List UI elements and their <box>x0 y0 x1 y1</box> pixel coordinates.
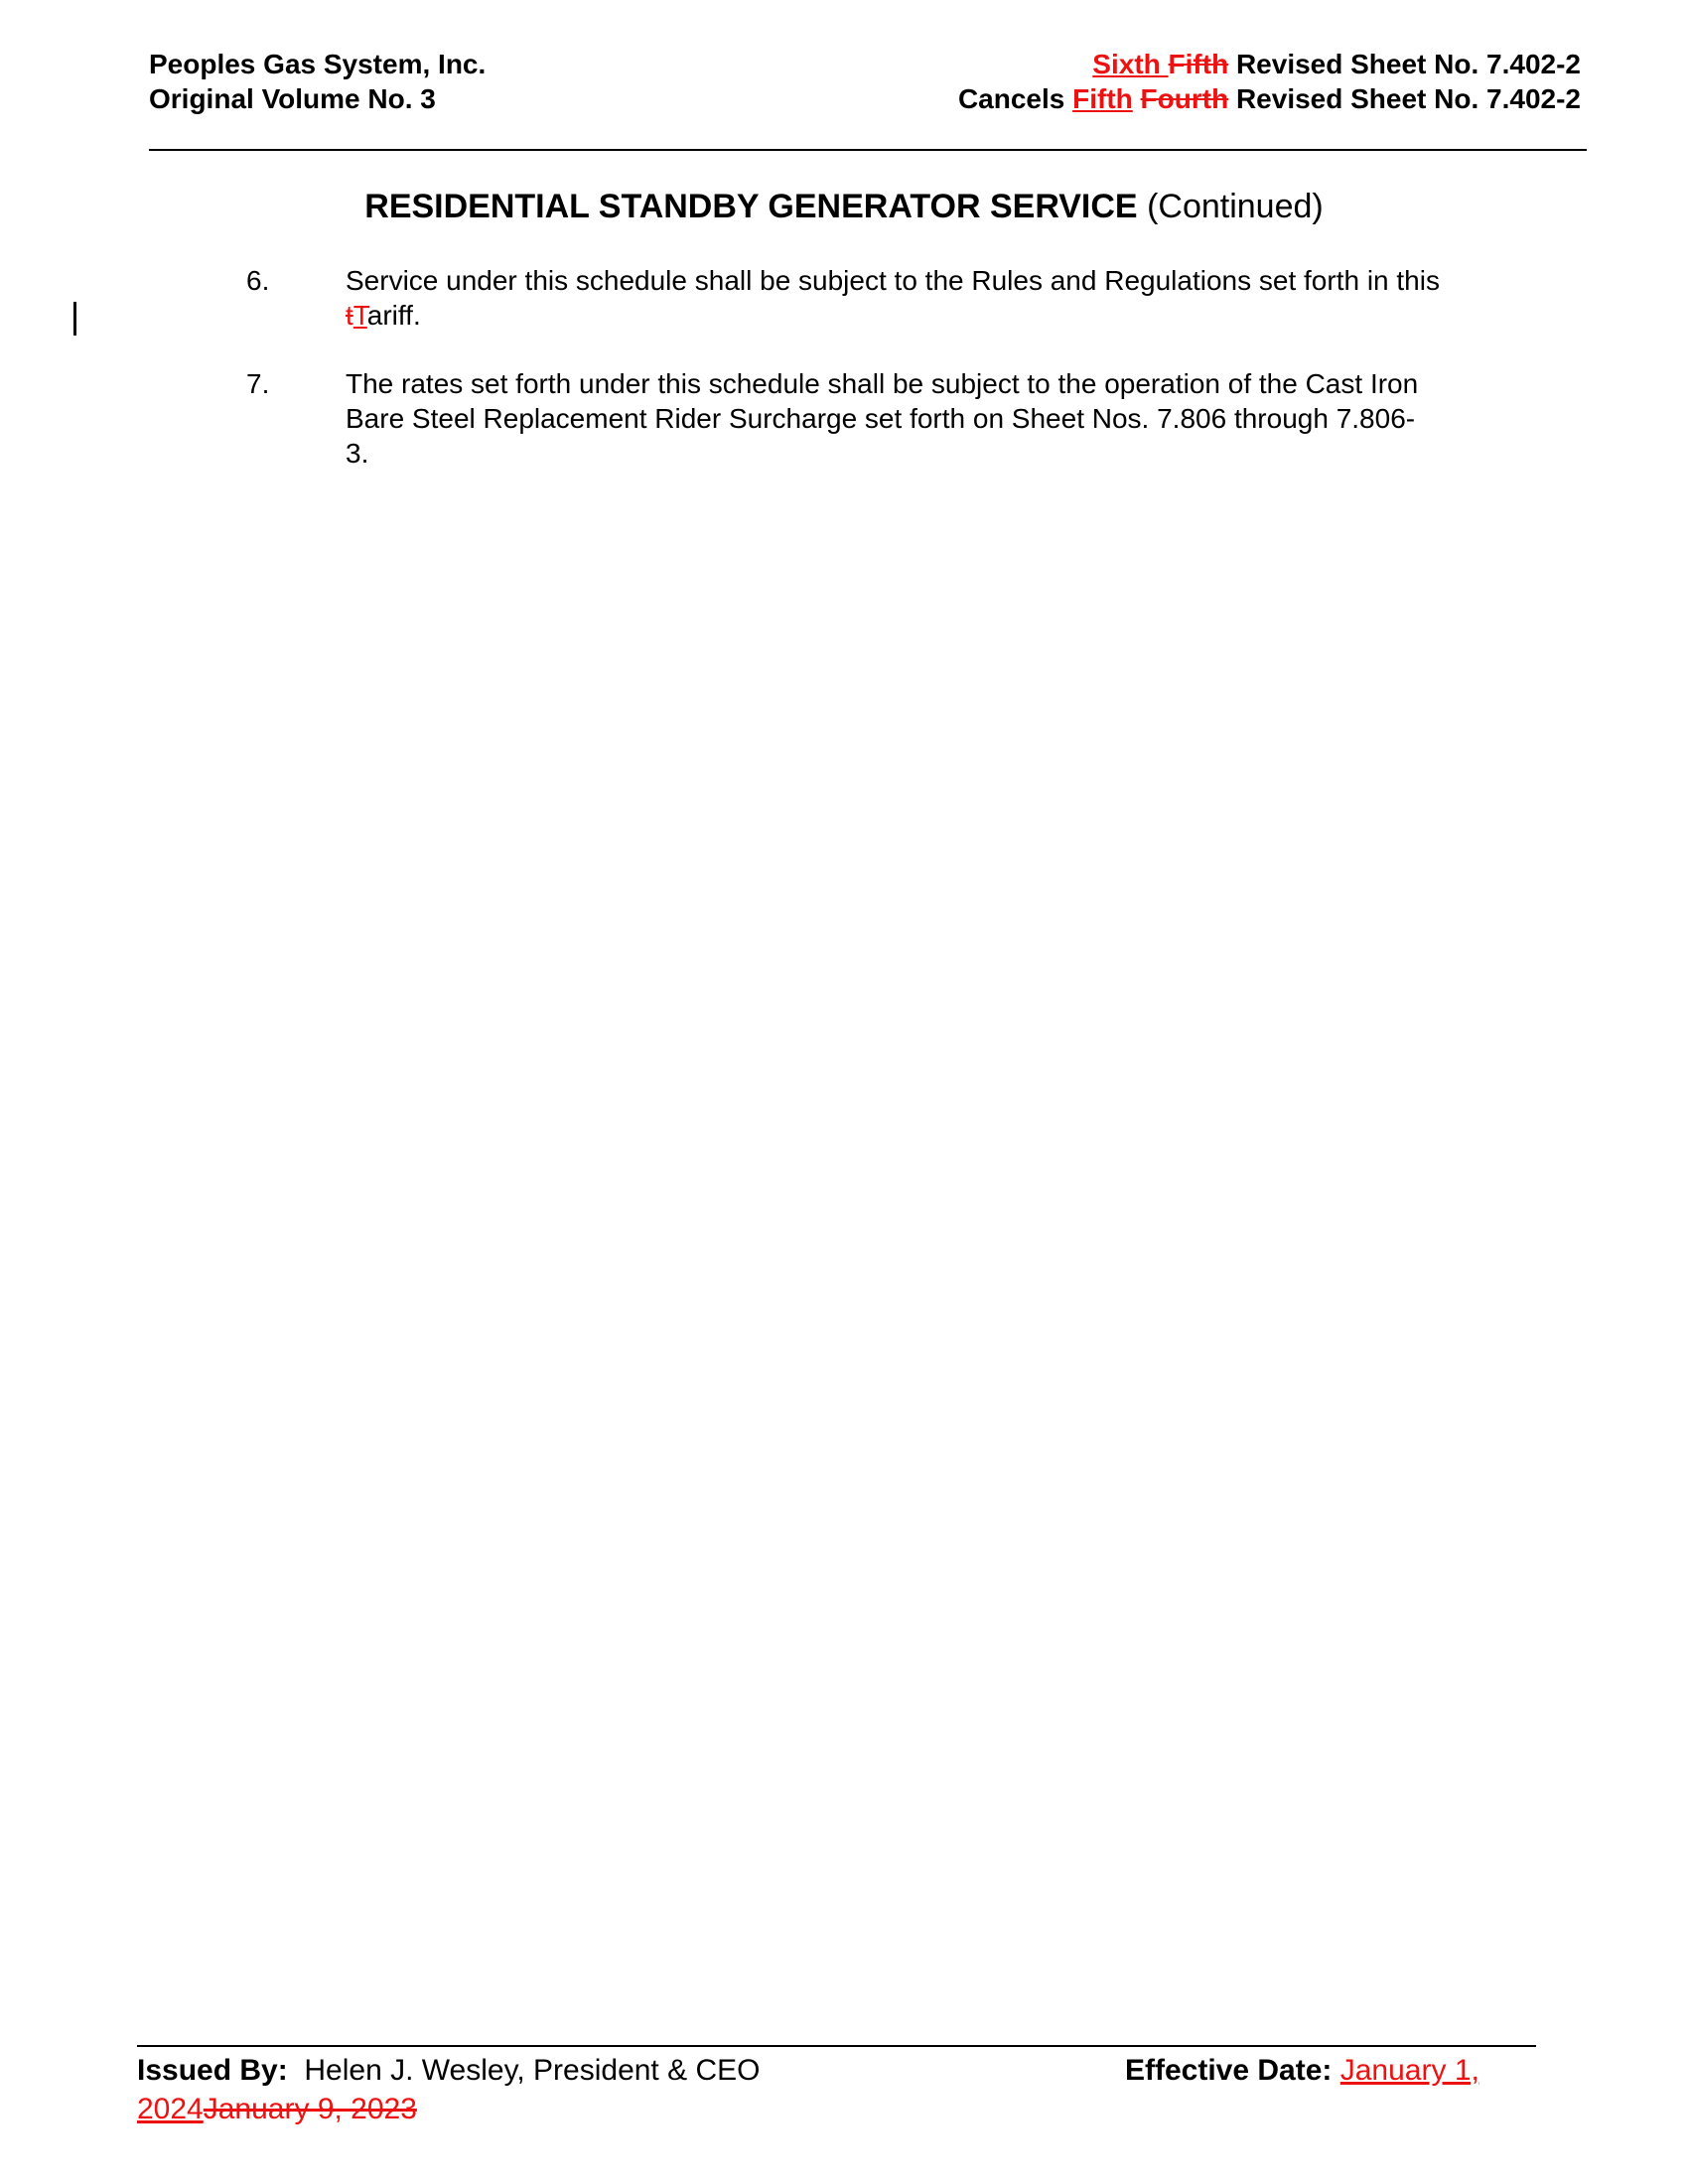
issued-by-value: Helen J. Wesley, President & CEO <box>287 2054 761 2087</box>
company-name: Peoples Gas System, Inc. <box>149 49 487 79</box>
item-line: The rates set forth under this schedule shall be subject to the operation of the Cast Iron <box>346 368 1419 399</box>
issued-by <box>137 2052 760 2090</box>
item-line: Service under this schedule shall be subject to the Rules and Regulations set forth in this <box>346 265 1440 296</box>
item-line <box>346 298 1547 333</box>
title-suffix: (Continued) <box>1137 188 1324 225</box>
page-title <box>0 186 1688 227</box>
list-item <box>246 263 1547 333</box>
item-number: 6. <box>246 265 270 296</box>
volume-label: Original Volume No. 3 <box>149 83 436 114</box>
footer-rule-middle <box>243 2045 1000 2047</box>
effective-year-inserted: 2024 <box>137 2093 204 2125</box>
sheet-number-text: Revised Sheet No. 7.402-2 <box>1228 49 1581 79</box>
effective-date-continued <box>137 2091 417 2128</box>
title-main: RESIDENTIAL STANDBY GENERATOR SERVICE <box>364 188 1138 225</box>
cancels-inserted-text: Fifth <box>1072 83 1133 114</box>
cancels-line <box>958 81 1581 116</box>
footer-rule-right <box>1000 2045 1536 2047</box>
effective-date-label: Effective Date: <box>1125 2054 1340 2087</box>
header-right <box>958 47 1581 116</box>
cancels-space <box>1133 83 1141 114</box>
list-item <box>246 366 1547 471</box>
effective-date <box>1125 2052 1479 2090</box>
sheet-number-line <box>958 47 1581 81</box>
header-rule <box>149 149 1587 151</box>
item-text <box>346 366 1547 471</box>
sheet-inserted-text: Sixth <box>1092 49 1169 79</box>
change-bar-marker <box>73 302 76 336</box>
deleted-char: t <box>346 300 353 331</box>
item-line: 3. <box>346 438 369 469</box>
item-line-rest: ariff. <box>366 300 421 331</box>
item-line: Bare Steel Replacement Rider Surcharge set forth on Sheet Nos. 7.806 through 7.806- <box>346 403 1416 434</box>
cancels-number-text: Revised Sheet No. 7.402-2 <box>1228 83 1581 114</box>
effective-date-inserted: January 1, <box>1339 2054 1479 2087</box>
sheet-deleted-text: Fifth <box>1168 49 1229 79</box>
header-left <box>149 47 486 116</box>
item-text <box>346 263 1547 333</box>
issued-by-label: Issued By: <box>137 2054 288 2087</box>
item-number: 7. <box>246 368 270 399</box>
footer-rule-left <box>137 2045 243 2047</box>
cancels-prefix: Cancels <box>957 83 1073 114</box>
inserted-char: T <box>352 300 367 331</box>
effective-date-deleted: January 9, 2023 <box>203 2093 417 2125</box>
cancels-deleted-text: Fourth <box>1140 83 1229 114</box>
